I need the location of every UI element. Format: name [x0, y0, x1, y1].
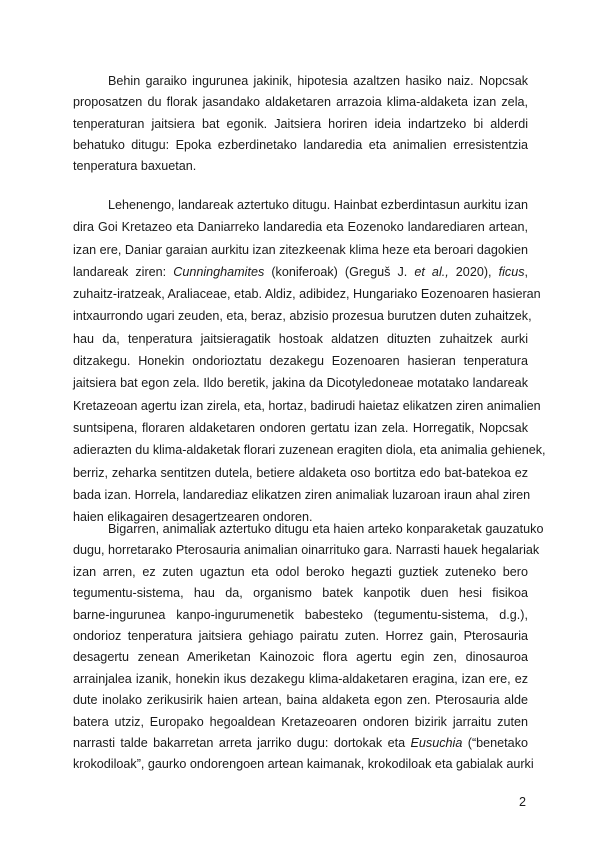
text-line [73, 605, 528, 626]
text-segment: , [524, 264, 528, 279]
text-segment: tenperatura baxuetan. [73, 159, 197, 174]
text-line [73, 540, 540, 561]
text-segment: Behin garaiko ingurunea jakinik, hipotesia azaltzen hasiko naiz. Nopcsak [108, 74, 528, 88]
text-segment: dugu, horretarako Pterosauria animalian oinarrituko gara. Narrasti hauek hegalariak [73, 543, 540, 558]
italic-text: Cunninghamites [173, 264, 265, 279]
text-line [73, 372, 528, 394]
text-segment: 2020), [448, 264, 499, 279]
text-line [73, 562, 528, 583]
text-segment: intxaurrondo ugari zeuden, eta, beraz, abzisio prozesua burutzen duten zuhaitzek, [73, 309, 532, 324]
text-segment: dira Goi Kretazeo eta Daniarreko landaredia eta Eozenoko landarediaren artean, [73, 220, 528, 235]
text-line [73, 462, 528, 484]
text-line [73, 417, 528, 439]
text-segment: batera utziz, Europako hegoaldean Kretazeoaren ondoren bizirik jarraitu zuten [73, 714, 528, 729]
paragraph-plants [73, 194, 546, 528]
text-segment: dute inolako zerikusirik haien artean, baina aldaketa egon zen. Pterosauria alde [73, 693, 528, 708]
text-segment: desagertu zenean Ameriketan Kainozoic flora agertu egin zen, dinosauroa [73, 650, 528, 665]
page-number: 2 [519, 795, 527, 809]
text-segment: izan ere, Daniar garaian aurkitu izan zitezkeenak klima heze eta beroari dagokien [73, 242, 528, 257]
text-line [73, 194, 528, 216]
paragraph-animals [73, 519, 544, 776]
text-segment: ondorioz tenperatura jaitsiera gehiago pairatu zuten. Horrez gain, Pterosauria [73, 628, 528, 643]
text-line [73, 669, 528, 690]
text-segment: tegumentu-sistema, hau da, organismo batek kanpotik duen hesi fisikoa [73, 586, 528, 601]
italic-text: ficus [498, 264, 525, 279]
text-line [73, 114, 528, 135]
text-line [73, 754, 534, 775]
text-segment: zuhaitz-iratzeak, Araliaceae, etab. Aldiz, adibidez, Hungariako Eozenoaren hasieran [73, 287, 541, 302]
paragraph-hypothesis [73, 71, 528, 177]
text-segment: krokodiloak”, gaurko ondorengoen artean kaimanak, krokodiloak eta gabialak aurki [73, 757, 534, 772]
text-line [73, 350, 528, 372]
text-segment: jaitsiera bat egon zela. Ildo beretik, jakina da Dicotyledoneae motatako landareak [73, 376, 528, 391]
text-line [73, 261, 528, 283]
text-line [73, 239, 528, 261]
text-segment: Lehenengo, landareak aztertuko ditugu. Hainbat ezberdintasun aurkitu izan [108, 198, 528, 212]
text-line [73, 305, 532, 327]
text-line [73, 92, 528, 113]
text-segment: bada izan. Horrela, landarediaz elikatzen ziren animaliak luzaroan iraun ahal ziren [73, 487, 531, 502]
text-segment: landareak ziren: [73, 264, 174, 279]
text-line [73, 71, 528, 92]
text-segment: Bigarren, animaliak aztertuko ditugu eta haien arteko konparaketak gauzatuko [108, 522, 544, 536]
text-segment: tenperaturan jaitsiera bat egonik. Jaitsiera horiren ideia indartzeko bi alderdi [73, 116, 528, 131]
text-segment: berriz, zeharka sentitzen dutela, betiere aldaketa oso bortitza edo bat-batekoa ez [73, 465, 528, 480]
text-line [73, 328, 528, 350]
text-segment: haien elikagairen desagertzearen ondoren. [73, 510, 313, 525]
text-line [73, 395, 541, 417]
text-line [73, 519, 544, 540]
text-line [73, 733, 528, 754]
text-line [73, 626, 528, 647]
text-segment: (koniferoak) (Greguš J. [264, 264, 415, 279]
text-line [73, 712, 528, 733]
text-line [73, 216, 528, 238]
text-segment: izan arren, ez zuten ugaztun eta odol beroko hegazti guztiek zuteneko bero [73, 564, 528, 579]
text-segment: Kretazeoan agertu izan zirela, eta, hortaz, badirudi haietaz elikatzen ziren animalien [73, 398, 541, 413]
text-segment: arrainjalea izanik, honekin ikus dezakegu klima-aldaketaren eragina, izan ere, ez [73, 671, 528, 686]
text-line [73, 647, 528, 668]
text-segment: narrasti talde bakarretan arreta jarriko dugu: dortokak eta [73, 735, 411, 750]
text-segment: adierazten du klima-aldaketak florari zuzenean eragiten diola, eta animalia gehienek, [73, 443, 546, 458]
italic-text: et al., [414, 264, 449, 279]
text-segment: ditzakegu. Honekin ondorioztatu dezakegu Eozenoaren hasieran tenperatura [73, 354, 528, 369]
text-line [73, 283, 541, 305]
text-segment: proposatzen du florak jasandako aldaketaren arrazoia klima-aldaketa izan zela, [73, 95, 528, 110]
text-segment: behatuko ditugu: Epoka ezberdinetako landaredia eta animalien erresistentzia [73, 137, 528, 152]
text-line [73, 439, 546, 461]
text-segment: barne-ingurunea kanpo-ingurumenetik babesteko (tegumentu-sistema, d.g.), [73, 607, 528, 622]
text-line [73, 156, 528, 177]
text-line [73, 583, 528, 604]
italic-text: Eusuchia [410, 735, 463, 750]
text-line [73, 135, 528, 156]
text-segment: hau da, tenperatura jaitsieragatik hostoak aldatzen dituzten zuhaitzek aurki [73, 331, 528, 346]
text-line [73, 484, 531, 506]
text-segment: (“benetako [462, 735, 528, 750]
text-line [73, 690, 528, 711]
text-segment: suntsipena, floraren aldaketaren ondoren gertatu izan zela. Horregatik, Nopcsak [73, 420, 528, 435]
